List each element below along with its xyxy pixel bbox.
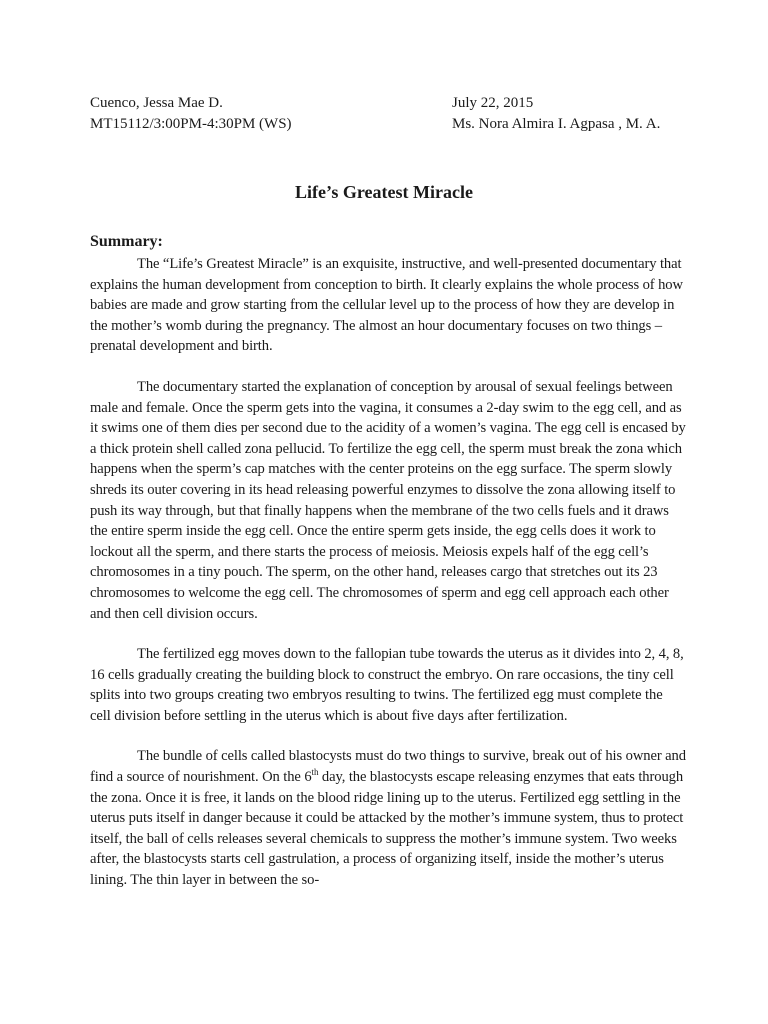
paragraph-4: [90, 746, 686, 890]
class-schedule: MT15112/3:00PM-4:30PM (WS): [90, 116, 292, 132]
paragraph-4-part-2: day, the blastocysts escape releasing enzymes that eats through the zona. Once it is free, it lands on the blood ridge lining up to the uterus. Fertilized egg settling in the uterus puts itself in danger because it could be attacked by the mother’s immune system, thus to protect itself, the ball of cells releases several chemicals to suppress the mother’s immune system. Two weeks after, the blastocysts starts cell gastrulation, a process of organizing itself, inside the mother’s uterus lining. The thin layer in between the so-: [90, 769, 684, 889]
paragraph-4-part-1: The bundle of cells called blastocysts must do two things to survive, break out of his owner and find a source of nourishment. On the 6: [90, 748, 686, 786]
instructor-name: Ms. Nora Almira I. Agpasa , M. A.: [452, 116, 661, 132]
ordinal-superscript: th: [311, 767, 319, 778]
summary-body: [90, 254, 686, 911]
student-name: Cuenco, Jessa Mae D.: [90, 95, 223, 111]
header-row-2: [90, 114, 690, 134]
paragraph-1: The “Life’s Greatest Miracle” is an exquisite, instructive, and well-presented documentary that explains the human development from conception to birth. It clearly explains the whole process of how babies are made and grow starting from the cellular level up to the process of how they are develop in the mother’s womb during the pregnancy. The almost an hour documentary focuses on two things – prenatal development and birth.: [90, 256, 683, 355]
paragraph-3: The fertilized egg moves down to the fallopian tube towards the uterus as it divides into 2, 4, 8, 16 cells gradually creating the building block to construct the embryo. On rare occasions, the tiny cell splits into two groups creating two embryos resulting to twins. The fertilized egg must complete the cell division before settling in the uterus which is about five days after fertilization.: [90, 646, 684, 724]
paragraph-2: The documentary started the explanation of conception by arousal of sexual feelings between male and female. Once the sperm gets into the vagina, it consumes a 2-day swim to the egg cell, and as it swims one of them dies per second due to the acidity of a women’s vagina. The egg cell is encased by a thick protein shell called zona pellucid. To fertilize the egg cell, the sperm must break the zona which happens when the sperm’s cap matches with the center proteins on the egg surface. The sperm slowly shreds its outer covering in its head releasing powerful enzymes to dissolve the zona allowing itself to push its way through, but that finally happens when the membrane of the two cells fuels and it draws the entire sperm inside the egg cell. Once the entire sperm gets inside, the egg cells does it work to lockout all the sperm, and there starts the process of meiosis. Meiosis expels half of the egg cell’s chromosomes in a tiny pouch. The sperm, on the other hand, releases cargo that stretches out its 23 chromosomes to welcome the egg cell. The chromosomes of sperm and egg cell approach each other and then cell division occurs.: [90, 378, 686, 622]
header-row-1: [90, 93, 690, 113]
summary-heading: Summary:: [90, 233, 163, 250]
document-title: Life’s Greatest Miracle: [295, 182, 473, 202]
submission-date: July 22, 2015: [452, 95, 534, 111]
